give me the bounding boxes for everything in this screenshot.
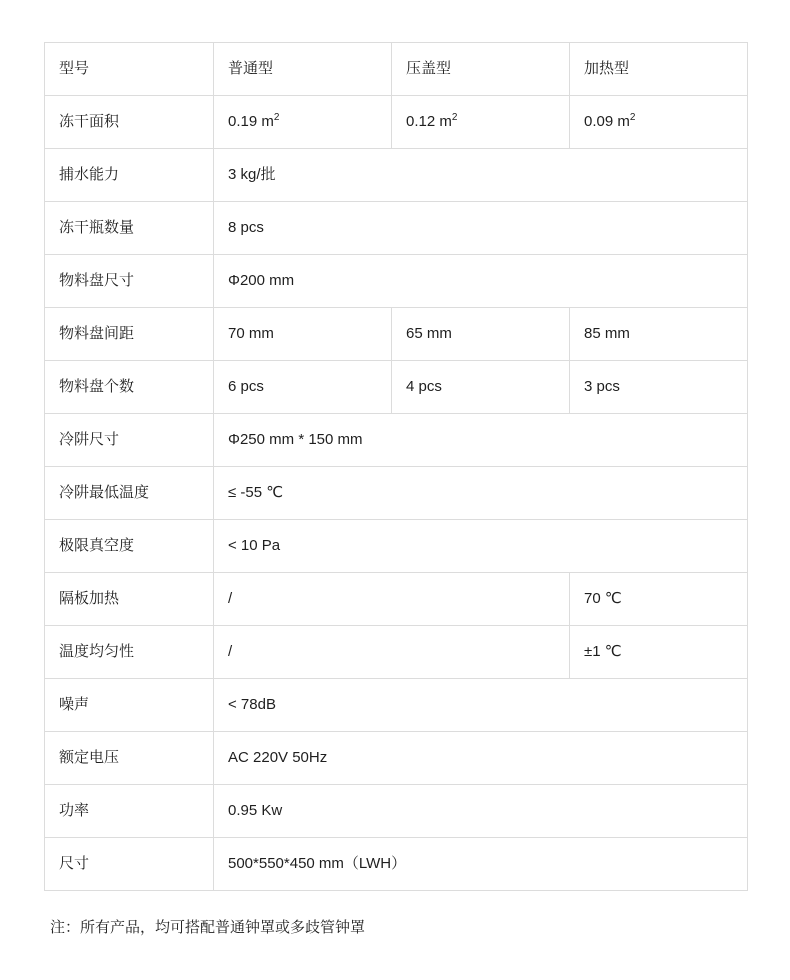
specifications-table-body [45, 43, 748, 891]
row-value [570, 43, 748, 96]
row-value [570, 308, 748, 361]
row-label: 噪声 [45, 679, 214, 732]
cell-text: < 78dB [228, 695, 276, 713]
row-value [392, 43, 570, 96]
row-value [392, 361, 570, 414]
row-label: 物料盘个数 [45, 361, 214, 414]
cell-text: ±1 ℃ [584, 642, 622, 660]
cell-text: 65 mm [406, 324, 452, 342]
row-label: 极限真空度 [45, 520, 214, 573]
row-label: 隔板加热 [45, 573, 214, 626]
row-value [214, 202, 748, 255]
cell-text: 500*550*450 mm（LWH） [228, 854, 407, 872]
cell-text: 70 mm [228, 324, 274, 342]
specifications-table [44, 42, 748, 891]
row-label: 物料盘尺寸 [45, 255, 214, 308]
table-row [45, 626, 748, 679]
table-row [45, 361, 748, 414]
cell-text: 8 pcs [228, 218, 264, 236]
table-row [45, 838, 748, 891]
row-value [214, 573, 570, 626]
table-row [45, 520, 748, 573]
row-value [214, 308, 392, 361]
row-label: 冻干面积 [45, 96, 214, 149]
row-value [214, 626, 570, 679]
cell-text: 3 pcs [584, 377, 620, 395]
row-value [214, 149, 748, 202]
row-value [214, 255, 748, 308]
cell-text: 6 pcs [228, 377, 264, 395]
cell-text: 加热型 [584, 59, 630, 77]
cell-text: 70 ℃ [584, 589, 622, 607]
cell-superscript: 2 [451, 111, 458, 123]
row-label: 捕水能力 [45, 149, 214, 202]
row-value [392, 308, 570, 361]
table-row [45, 96, 748, 149]
row-value [214, 414, 748, 467]
table-row [45, 149, 748, 202]
row-value [214, 732, 748, 785]
table-row [45, 785, 748, 838]
table-row [45, 467, 748, 520]
table-row [45, 732, 748, 785]
cell-superscript: 2 [629, 111, 636, 123]
cell-text: 4 pcs [406, 377, 442, 395]
cell-text: 0.12 m [406, 112, 452, 130]
cell-text: 0.09 m [584, 112, 630, 130]
cell-text: 3 kg/批 [228, 165, 276, 183]
table-row [45, 573, 748, 626]
row-value [214, 467, 748, 520]
row-label: 额定电压 [45, 732, 214, 785]
cell-text: ≤ -55 ℃ [228, 483, 284, 501]
row-value [570, 361, 748, 414]
table-row [45, 43, 748, 96]
row-label: 功率 [45, 785, 214, 838]
cell-text: Φ250 mm * 150 mm [228, 430, 363, 448]
cell-text: AC 220V 50Hz [228, 748, 328, 766]
table-row [45, 679, 748, 732]
row-label: 冷阱最低温度 [45, 467, 214, 520]
row-value [570, 573, 748, 626]
row-value [214, 361, 392, 414]
row-label: 尺寸 [45, 838, 214, 891]
row-value [214, 43, 392, 96]
row-label: 物料盘间距 [45, 308, 214, 361]
row-value [570, 96, 748, 149]
row-value [214, 785, 748, 838]
row-value [214, 838, 748, 891]
cell-text: 普通型 [228, 59, 274, 77]
row-label: 温度均匀性 [45, 626, 214, 679]
cell-text: / [228, 642, 233, 660]
table-row [45, 202, 748, 255]
cell-text: Φ200 mm [228, 271, 295, 289]
row-value [214, 679, 748, 732]
cell-text: < 10 Pa [228, 536, 281, 554]
row-value [392, 96, 570, 149]
row-value [214, 520, 748, 573]
cell-text: / [228, 589, 233, 607]
row-label: 型号 [45, 43, 214, 96]
cell-text: 0.95 Kw [228, 801, 283, 819]
cell-text: 压盖型 [406, 59, 452, 77]
cell-text: 0.19 m [228, 112, 274, 130]
table-row [45, 308, 748, 361]
table-row [45, 414, 748, 467]
row-label: 冷阱尺寸 [45, 414, 214, 467]
cell-superscript: 2 [273, 111, 280, 123]
cell-text: 85 mm [584, 324, 630, 342]
table-row [45, 255, 748, 308]
row-value [214, 96, 392, 149]
table-footnote: 注：所有产品，均可搭配普通钟罩或多歧管钟罩 [50, 919, 366, 936]
row-value [570, 626, 748, 679]
row-label: 冻干瓶数量 [45, 202, 214, 255]
